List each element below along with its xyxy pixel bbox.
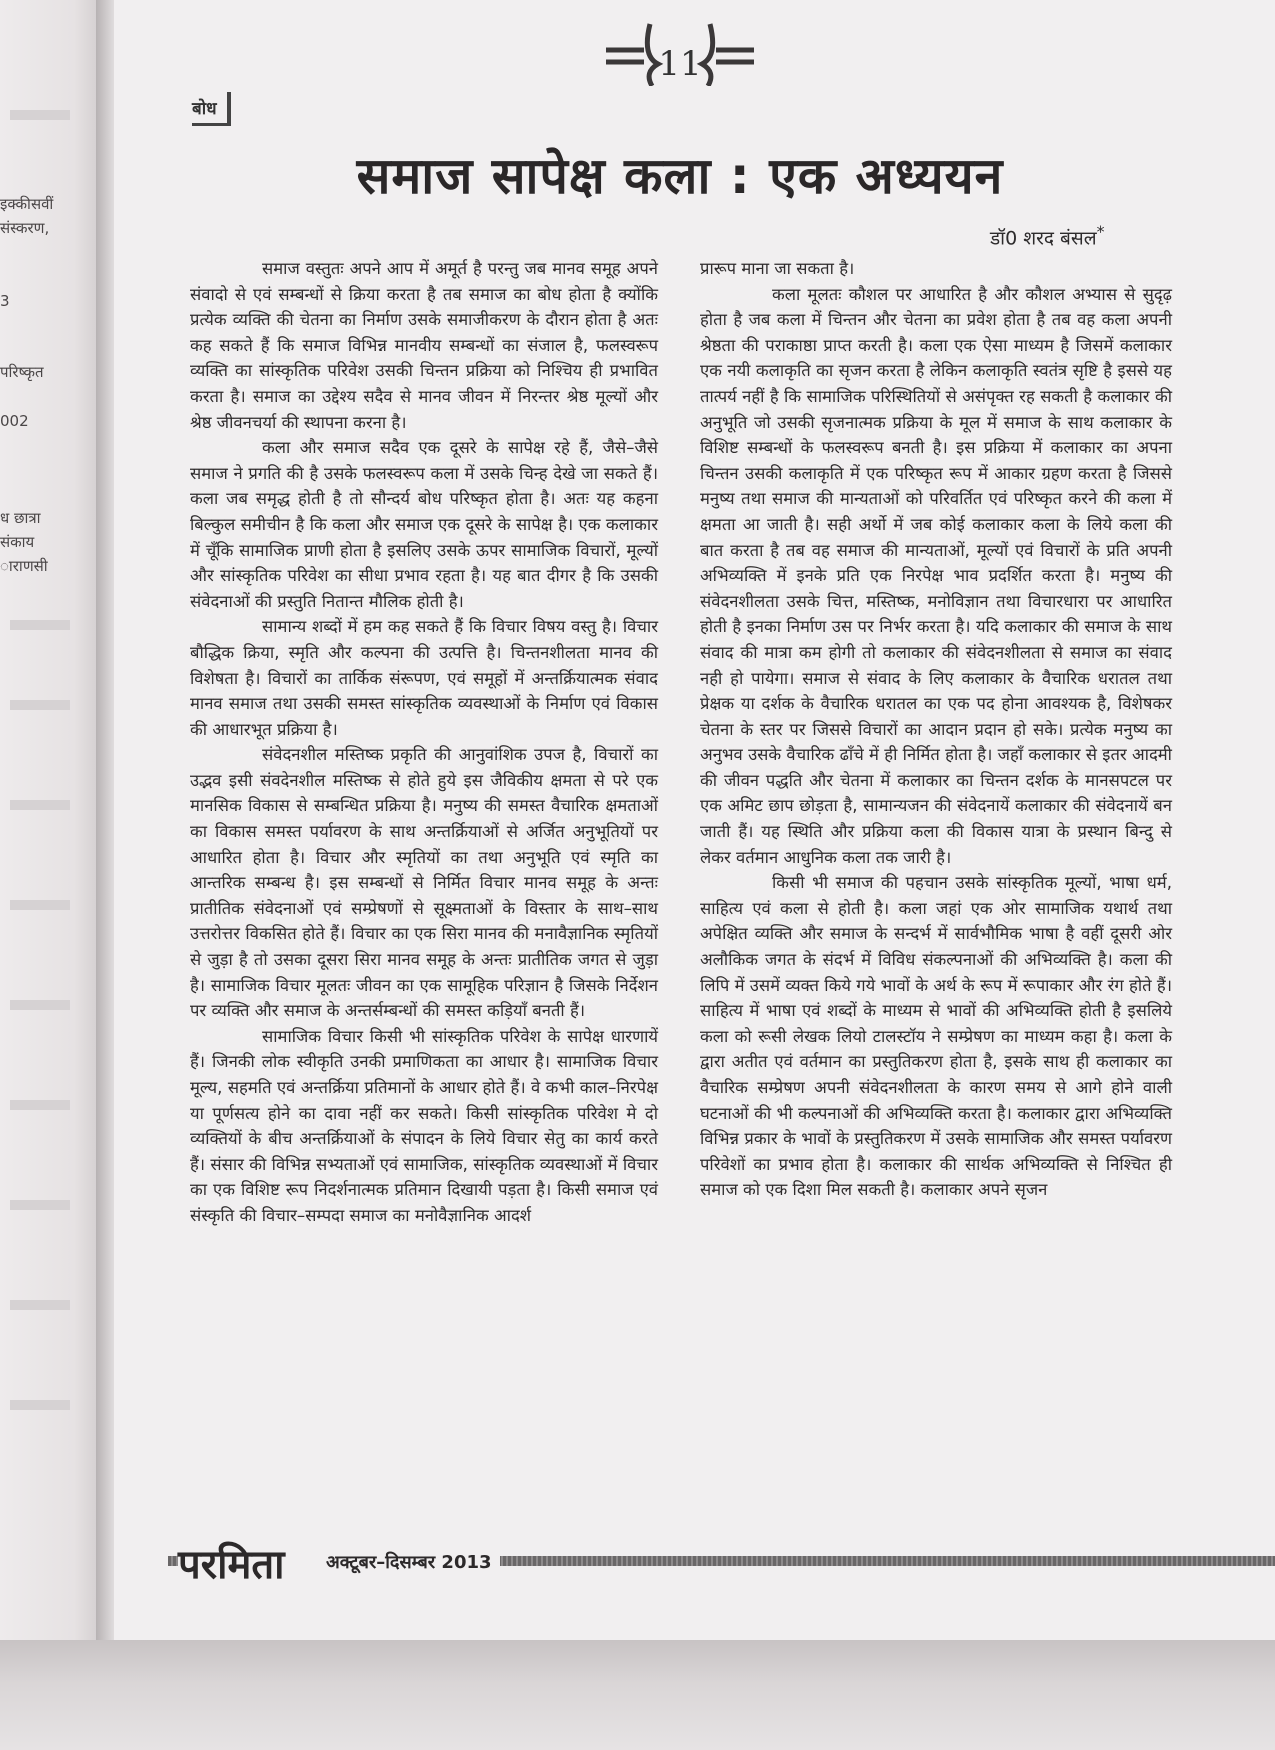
paragraph: कला और समाज सदैव एक दूसरे के सापेक्ष रहे हैं, जैसे–जैसे समाज ने प्रगति की है उसके फलस्वरूप कला में उसके चिन्ह देखे जा सकते हैं। कला जब समृद्ध होती है तो सौन्दर्य बोध परिष्कृत होता है। अतः यह कहना बिल्कुल समीचीन है कि कला और समाज एक दूसरे के सापेक्ष है। एक कलाकार में चूँकि सामाजिक प्राणी होता है इसलिए उसके ऊपर सामाजिक विचारों, मूल्यों और सांस्कृतिक परिवेश का सीधा प्रभाव रहता है। यह बात दीगर है कि उसकी संवेदनाओं की प्रस्तुति नितान्त मौलिक होती है। — [190, 438, 658, 611]
magazine-logo: परमिता — [178, 1535, 291, 1590]
paragraph: कला मूलतः कौशल पर आधारित है और कौशल अभ्यास से सुदृढ़ होता है जब कला में चिन्तन और चेतना का प्रवेश होता है तब वह कला अपनी श्रेष्ठता की पराकाष्ठा प्राप्त करती है। कला एक ऐसा माध्यम है जिसमें कलाकार एक नयी कलाकृति का सृजन करता है लेकिन कलाकृति स्वतंत्र सृष्टि है इससे यह तात्पर्य नहीं है कि सामाजिक परिस्थितियों से असंपृक्त रह सकती है कलाकार की अनुभूति जो उसकी सृजनात्मक प्रक्रिया के मूल में समाज के साथ कलाकार के विशिष्ट सम्बन्धों के फलस्वरूप बनती है। इस प्रक्रिया में कलाकार का अपना चिन्तन उसकी कलाकृति में एक परिष्कृत रूप में आकार ग्रहण करता है जिससे मनुष्य तथा समाज की मान्यताओं को परिवर्तित एवं परिष्कृत करने की कला में क्षमता आ जाती है। सही अर्थो में जब कोई कलाकार कला के लिये कला की बात करता है तब वह समाज की मान्यताओं, मूल्यों एवं विचारों के प्रति अपनी अभिव्यक्ति में इनके प्रति एक निरपेक्ष भाव प्रदर्शित करता है। मनुष्य की संवेदनशीलता उसके चित्त, मस्तिष्क, मनोविज्ञान तथा विचारधारा पर आधारित होती है इनका निर्माण उस पर निर्भर करता है। यदि कलाकार की समाज के साथ संवाद की मात्रा कम होगी तो कलाकार की संवेदनशीलता से समाज का संवाद नही हो पायेगा। समाज से संवाद के लिए कलाकार के वैचारिक धरातल तथा प्रेक्षक या दर्शक के वैचारिक धरातल का एक पद होना आवश्यक है, विशेषकर चेतना के स्तर पर जिससे विचारों का आदान प्रदान हो सके। प्रत्येक मनुष्य का अनुभव उसके वैचारिक ढाँचे में ही निर्मित होता है। जहाँ कलाकार से इतर आदमी की जीवन पद्धति और चेतना में कलाकार का चिन्तन दर्शक के मानसपटल पर एक अमिट छाप छोड़ता है, सामान्यजन की संवेदनायें कलाकार की संवेदनायें बन जाती हैं। यह स्थिति और प्रक्रिया कला की विकास यात्रा के प्रस्थान बिन्दु से लेकर वर्तमान आधुनिक कला तक जारी है। — [700, 284, 1172, 867]
prev-page-fragment: परिष्कृत — [0, 363, 44, 381]
author-footnote-mark: * — [1096, 222, 1105, 241]
author-name: डॉ0 शरद बंसल — [990, 227, 1097, 250]
paragraph: सामाजिक विचार किसी भी सांस्कृतिक परिवेश के सापेक्ष धारणायें हैं। जिनकी लोक स्वीकृति उनकी प्रमाणिकता का आधार है। सामाजिक विचार मूल्य, सहमति एवं अन्तर्क्रिया प्रतिमानों के आधार होते हैं। वे कभी काल–निरपेक्ष या पूर्णसत्य होने का दावा नहीं कर सकते। किसी सांस्कृतिक परिवेश मे दो व्यक्तियों के बीच अन्तर्क्रियाओं के संपादन के लिये विचार सेतु का कार्य करते हैं। संसार की विभिन्न सभ्यताओं एवं सामाजिक, सांस्कृतिक व्यवस्थाओं में विचार का एक विशिष्ट रूप निदर्शनात्मक प्रतिमान दिखायी पड़ता है। किसी समाज एवं संस्कृति की विचार–सम्पदा समाज का मनोवैज्ञानिक आदर्श — [190, 1026, 658, 1225]
page-number: 11 — [658, 44, 702, 84]
page-number-ornament — [600, 16, 760, 86]
article-title: समाज सापेक्ष कला : एक अध्ययन — [356, 147, 1004, 205]
paragraph: संवेदनशील मस्तिष्क प्रकृति की आनुवांशिक उपज है, विचारों का उद्भव इसी संवदेनशील मस्तिष्क से होते हुये इस जैविकीय क्षमता से परे एक मानसिक विकास से सम्बन्धित प्रक्रिया है। मनुष्य की समस्त वैचारिक क्षमताओं का विकास समस्त पर्यावरण के साथ अन्तर्क्रियाओं से अर्जित अनुभूतियों पर आधारित होता है। विचार और स्मृतियों का तथा अनुभूति एवं स्मृति का आन्तरिक सम्बन्ध है। इस सम्बन्धों से निर्मित विचार मानव समूह के अन्तः प्रातीतिक संवेदनाओं एवं सम्प्रेषणों से सूक्ष्मताओं के विस्तार के साथ–साथ उत्तरोत्तर विकसित होते हैं। विचार का एक सिरा मानव की मनावैज्ञानिक स्मृतियों से जुड़ा है तो उसका दूसरा सिरा मानव समूह के अन्तः प्रातीतिक जगत से जुड़ा है। सामाजिक विचार मूलतः जीवन का एक सामूहिक परिज्ञान है जिसके निर्देशन पर व्यक्ति और समाज के अन्तर्सम्बन्धों की समस्त कड़ियाँ बनती हैं। — [190, 745, 658, 1021]
issue-date: अक्टूबर–दिसम्बर 2013 — [324, 1550, 500, 1574]
article-author — [990, 222, 1105, 250]
left-column — [190, 256, 658, 1229]
paragraph: समाज वस्तुतः अपने आप में अमूर्त है परन्तु जब मानव समूह अपने संवादो से एवं सम्बन्धों से क्रिया करता है तब समाज का बोध होता है क्योंकि प्रत्येक व्यक्ति की चेतना का निर्माण उसके समाजीकरण के दौरान होता है अतः कह सकते हैं कि समाज विभिन्न मानवीय सम्बन्धों का संजाल है, फलस्वरूप व्यक्ति का सांस्कृतिक परिवेश उसकी चिन्तन प्रक्रिया को निश्चिय ही प्रभावित करता है। समाज का उद्देश्य सदैव से मानव जीवन में निरन्तर श्रेष्ठ मूल्यों और श्रेष्ठ जीवनचर्या की स्थापना करना है। — [190, 259, 658, 432]
prev-page-fragment: ध छात्रा — [0, 509, 41, 527]
paragraph: सामान्य शब्दों में हम कह सकते हैं कि विचार विषय वस्तु है। विचार बौद्धिक क्रिया, स्मृति और कल्पना की उत्पत्ति है। चिन्तनशीलता मानव की विशेषता है। विचारों का तार्किक संरूपण, एवं समूहों में अन्तर्क्रियात्मक संवाद मानव समाज तथा उसकी समस्त सांस्कृतिक व्यवस्थाओं के निर्माण एवं विकास की आधारभूत प्रक्रिया है। — [190, 617, 658, 739]
prev-page-fragment: संकाय — [0, 533, 35, 551]
right-column — [700, 256, 1172, 1203]
page-bottom-edge — [0, 1640, 1275, 1750]
previous-page-edge — [0, 0, 106, 1650]
paragraph: किसी भी समाज की पहचान उसके सांस्कृतिक मूल्यों, भाषा धर्म, साहित्य एवं कला से होती है। कला जहां एक ओर सामाजिक यथार्थ तथा अपेक्षित व्यक्ति और समाज के सन्दर्भ में सार्वभौमिक भाषा है वहीं दूसरी ओर अलौकिक जगत के संदर्भ में विविध संकल्पनाओं की अभिव्यक्ति है। कला की लिपि में उसमें व्यक्त किये गये भावों के अर्थ के रूप में रूपाकार और रंग होते हैं। साहित्य में भाषा एवं शब्दों के माध्यम से भावों की अभिव्यक्ति होती है इसलिये कला को रूसी लेखक लियो टालस्टॉय ने सम्प्रेषण का माध्यम कहा है। कला के द्वारा अतीत एवं वर्तमान का प्रस्तुतिकरण होता है, इसके साथ ही कलाकार का वैचारिक सम्प्रेषण अपनी संवेदनशीलता के कारण समय से आगे होने वाली घटनाओं की भी कल्पनाओं की अभिव्यक्ति करता है। कलाकार द्वारा अभिव्यक्ति विभिन्न प्रकार के भावों के प्रस्तुतिकरण में उसके सामाजिक और समस्त पर्यावरण परिवेशों का प्रभाव होता है। कलाकार की सार्थक अभिव्यक्ति से निश्चित ही समाज को एक दिशा मिल सकती है। कलाकार अपने सृजन — [700, 873, 1172, 1200]
prev-page-fragment: संस्करण, — [0, 219, 50, 237]
prev-page-fragment: 3 — [0, 292, 10, 310]
prev-page-fragment: इक्कीसवीं — [0, 195, 54, 213]
paragraph: प्रारूप माना जा सकता है। — [700, 259, 855, 278]
section-tag: बोध — [192, 92, 231, 126]
prev-page-fragment: ाराणसी — [0, 557, 48, 575]
prev-page-fragment: 002 — [0, 412, 29, 430]
